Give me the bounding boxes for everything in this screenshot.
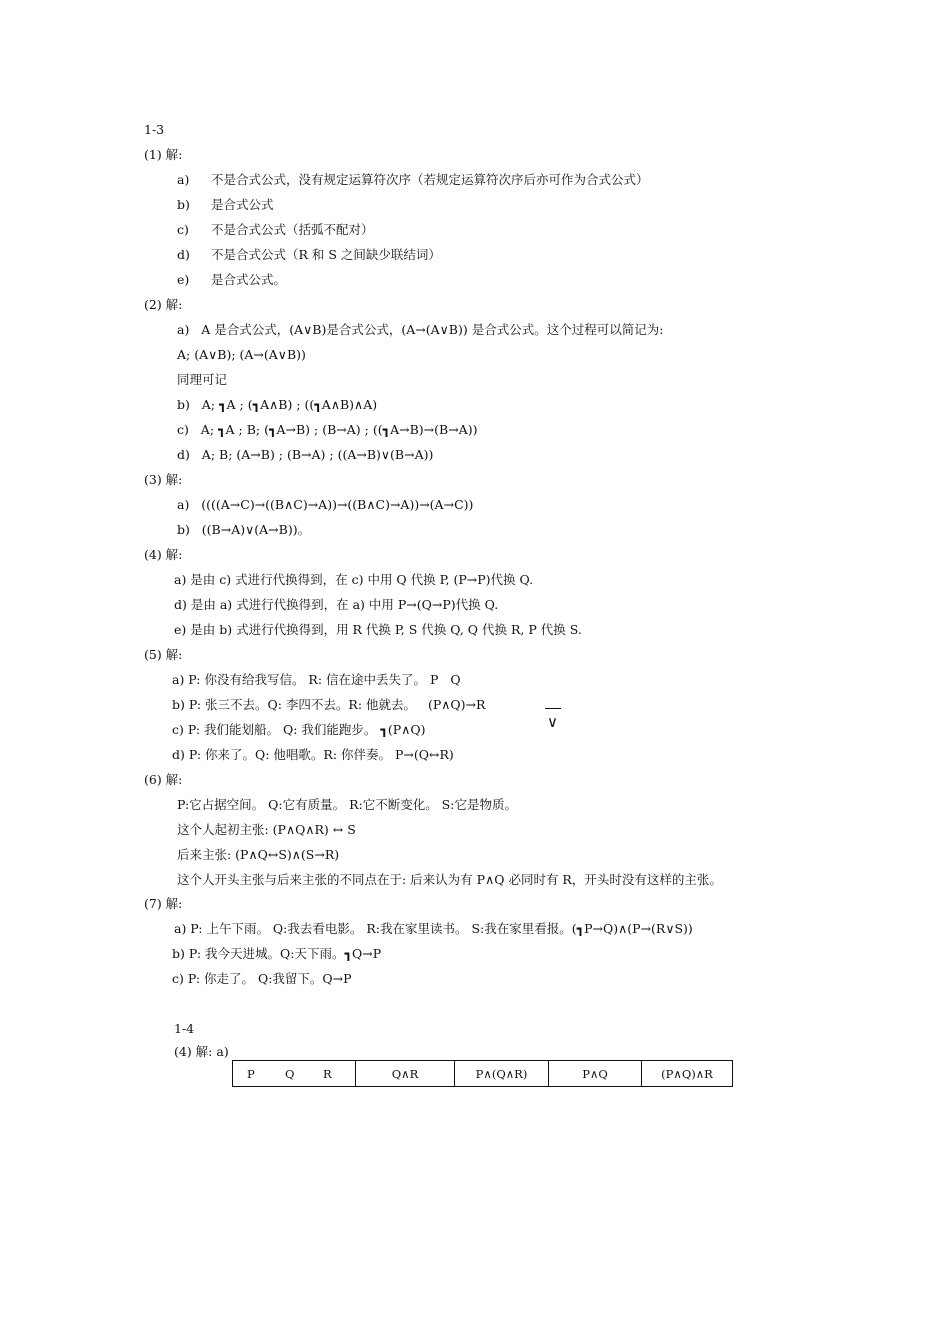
col-r: R (323, 1066, 332, 1081)
part-6-line-1: P:它占据空间。 Q:它有质量。 R:它不断变化。 S:它是物质。 (177, 797, 517, 812)
part-5-line-a: a) P: 你没有给我写信。 R: 信在途中丢失了。 P Q (172, 672, 461, 687)
section-1-4-heading: (4) 解: a) (174, 1044, 229, 1059)
part-1-heading: (1) 解: (144, 147, 183, 162)
part-4-line-a: a) 是由 c) 式进行代换得到，在 c) 中用 Q 代换 P, (P→P)代换 Q. (174, 572, 534, 587)
part-3-heading: (3) 解: (144, 472, 183, 487)
part-2-line-c: c) A; ┓A ; B; (┓A→B) ; (B→A) ; ((┓A→B)→(B→A)) (177, 422, 478, 437)
part-2-line-a-short: A; (A∨B); (A→(A∨B)) (177, 347, 306, 362)
col-p-and-q-then-and-r: (P∧Q)∧R (642, 1061, 733, 1087)
part-7-line-a: a) P: 上午下雨。 Q:我去看电影。 R:我在家里读书。 S:我在家里看报。(┓P→Q)∧(P→(R∨S)) (174, 921, 693, 936)
part-1-item-d: d) 不是合式公式（R 和 S 之间缺少联结词） (177, 247, 441, 262)
part-4-heading: (4) 解: (144, 547, 183, 562)
col-p-and-q-and-r: P∧(Q∧R) (455, 1061, 549, 1087)
part-2-line-d: d) A; B; (A→B) ; (B→A) ; ((A→B)∨(B→A)) (177, 447, 434, 462)
part-2-heading: (2) 解: (144, 297, 183, 312)
truth-table-header-row (233, 1061, 733, 1087)
part-1-item-a: a) 不是合式公式，没有规定运算符次序（若规定运算符次序后亦可作为合式公式） (177, 172, 649, 187)
part-7-heading: (7) 解: (144, 896, 183, 911)
part-7-line-c: c) P: 你走了。 Q:我留下。Q→P (172, 971, 352, 986)
disjunction-symbol: ∨ (547, 713, 558, 731)
col-q: Q (285, 1066, 295, 1081)
part-6-line-4: 这个人开头主张与后来主张的不同点在于: 后来认为有 P∧Q 必同时有 R，开头时没有这样的主张。 (177, 872, 722, 887)
section-1-4-title: 1-4 (174, 1021, 195, 1036)
part-2-line-a: a) A 是合式公式，(A∨B)是合式公式，(A→(A∨B)) 是合式公式。这个过程可以简记为: (177, 322, 664, 337)
part-4-line-d: d) 是由 a) 式进行代换得到，在 a) 中用 P→(Q→P)代换 Q. (174, 597, 499, 612)
part-7-line-b: b) P: 我今天进城。Q:天下雨。┓Q→P (172, 946, 382, 961)
part-5-line-c: c) P: 我们能划船。 Q: 我们能跑步。 ┓(P∧Q) (172, 722, 426, 737)
part-1-item-c: c) 不是合式公式（括弧不配对） (177, 222, 374, 237)
part-6-heading: (6) 解: (144, 772, 183, 787)
truth-table-cell-pqr (233, 1061, 356, 1087)
part-4-line-e: e) 是由 b) 式进行代换得到，用 R 代换 P, S 代换 Q, Q 代换 R, P 代换 S. (174, 622, 582, 637)
part-6-line-3: 后来主张: (P∧Q↔S)∧(S→R) (177, 847, 340, 862)
part-5-heading: (5) 解: (144, 647, 183, 662)
section-1-3-title: 1-3 (144, 122, 165, 137)
part-2-note: 同理可记 (177, 372, 228, 387)
part-1-item-e: e) 是合式公式。 (177, 272, 287, 287)
part-1-item-b: b) 是合式公式 (177, 197, 274, 212)
part-5-line-b: b) P: 张三不去。Q: 李四不去。R: 他就去。 (P∧Q)→R (172, 697, 486, 712)
col-q-and-r: Q∧R (356, 1061, 455, 1087)
negation-bar-mark (545, 708, 561, 709)
part-3-line-b: b) ((B→A)∨(A→B))。 (177, 522, 311, 537)
truth-table (232, 1060, 733, 1087)
col-p: P (247, 1066, 255, 1081)
part-6-line-2: 这个人起初主张: (P∧Q∧R) ↔ S (177, 822, 356, 837)
col-p-and-q: P∧Q (549, 1061, 642, 1087)
part-3-line-a: a) ((((A→C)→((B∧C)→A))→((B∧C)→A))→(A→C)) (177, 497, 474, 512)
part-2-line-b: b) A; ┓A ; (┓A∧B) ; ((┓A∧B)∧A) (177, 397, 378, 412)
part-5-line-d: d) P: 你来了。Q: 他唱歌。R: 你伴奏。 P→(Q↔R) (172, 747, 454, 762)
